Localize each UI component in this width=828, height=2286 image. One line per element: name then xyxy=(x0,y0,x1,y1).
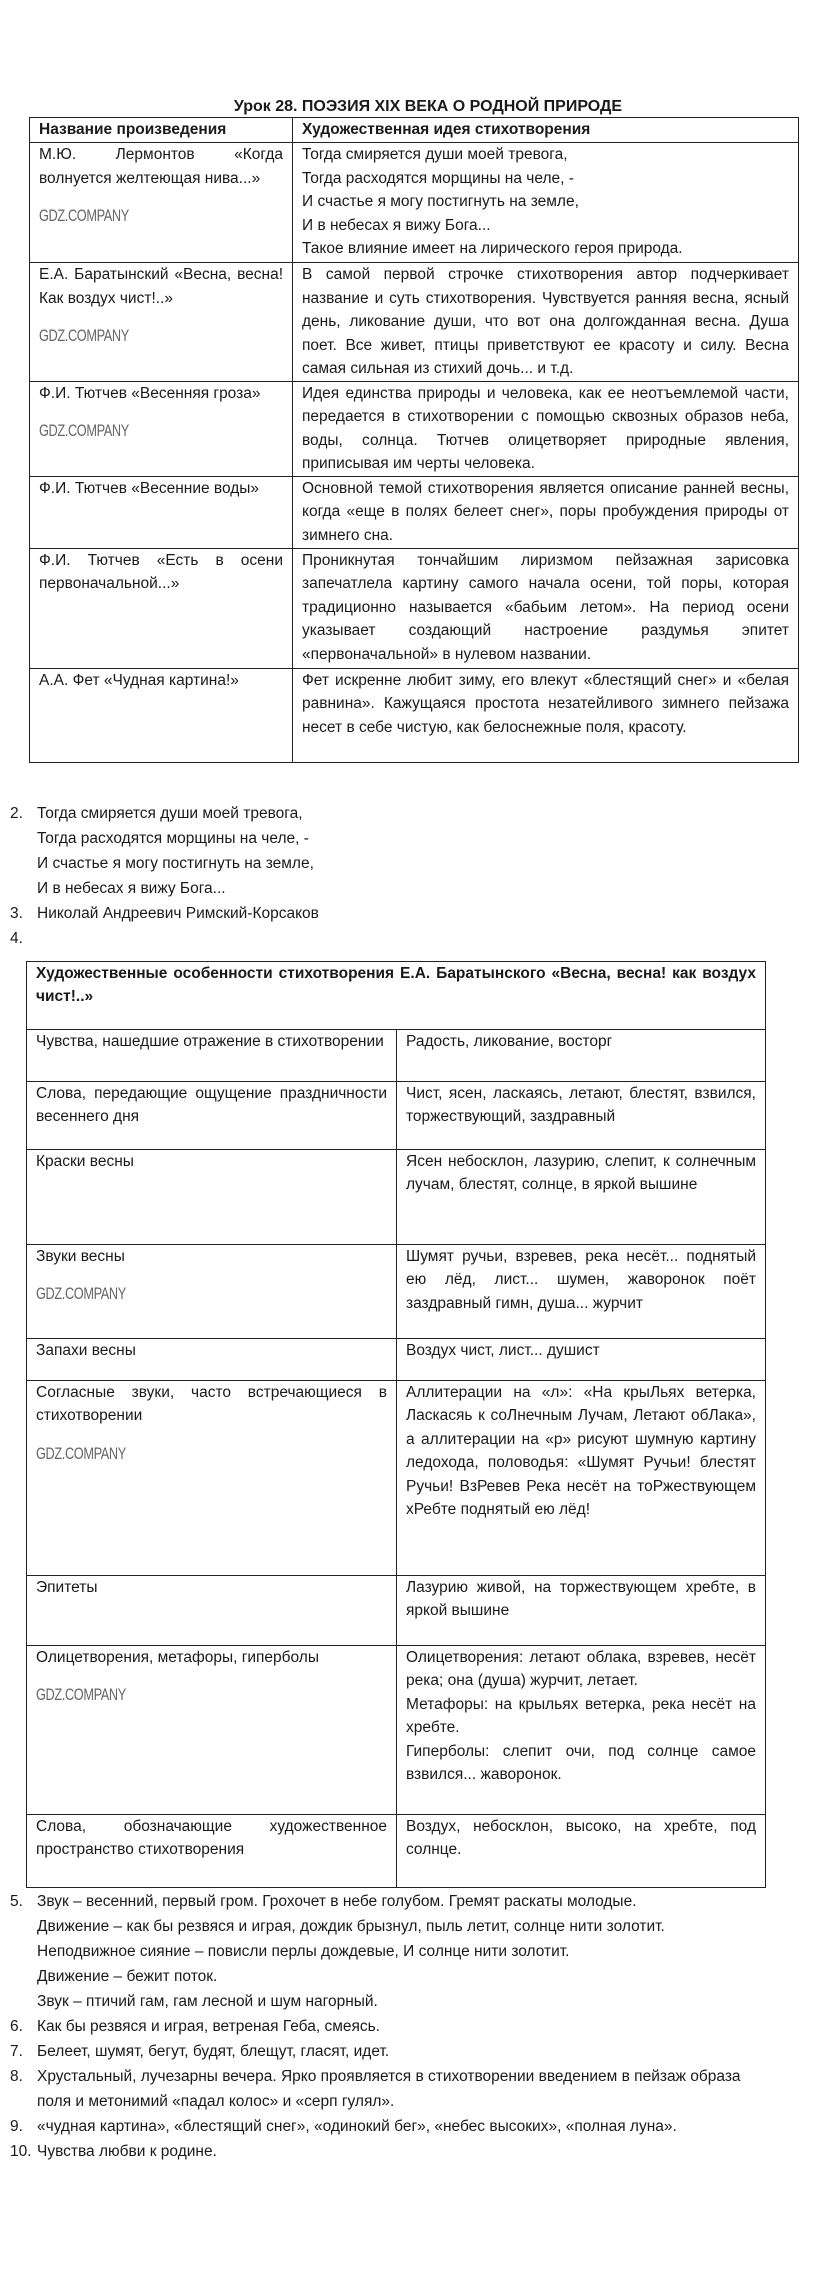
watermark: GDZ.COMPANY xyxy=(36,1685,126,1704)
example-paragraph: Ясен небосклон, лазурию, слепит, к солнечным лучам, блестят, солнце, в яркой вышине xyxy=(406,1152,756,1193)
table-row xyxy=(27,1380,765,1575)
answer-line: Движение – как бы резвяся и играя, дождик брызнул, пыль летит, солнце нити золотит. xyxy=(37,1917,665,1935)
feature-name: Согласные звуки, часто встречающиеся в стихотворении xyxy=(36,1383,387,1424)
feature-examples xyxy=(397,1381,765,1575)
idea-cell xyxy=(293,143,798,262)
features-table xyxy=(26,961,766,1888)
answer-number: 5. xyxy=(10,1892,23,1910)
work-title: Ф.И. Тютчев «Весенние воды» xyxy=(39,479,260,497)
answer-line: Неподвижное сияние – повисли перлы дождевые, И солнце нити золотит. xyxy=(37,1942,570,1960)
feature-examples xyxy=(397,1646,765,1814)
table-header-row xyxy=(30,118,798,142)
example-paragraph: Радость, ликование, восторг xyxy=(406,1032,613,1050)
answer-item xyxy=(0,2039,828,2064)
table-row xyxy=(27,1244,765,1338)
table-row xyxy=(30,476,798,548)
answer-item xyxy=(0,1889,828,2014)
answer-body xyxy=(37,926,828,951)
feature-name: Чувства, нашедшие отражение в стихотворении xyxy=(36,1032,384,1050)
answer-body xyxy=(37,1889,828,2014)
answer-body xyxy=(37,901,828,926)
work-cell xyxy=(30,263,293,381)
idea-line: Тогда смиряется души моей тревога, xyxy=(302,146,568,163)
idea-cell: Проникнутая тончайшим лиризмом пейзажная зарисовка запечатлела картину самого начала осени, той поры, которая традиционно называется «бабьим летом». На период осени указывает создающий настроение раздумья эпитет «первоначальной» в нулевом названии. xyxy=(302,551,789,663)
idea-cell: Фет искренне любит зиму, его влекут «блестящий снег» и «белая равнина». Кажущаяся простота незатейливого зимнего пейзажа несет в себе чистую, как белоснежные поля, красоту. xyxy=(302,671,789,736)
work-cell xyxy=(30,549,293,668)
answer-line: Звук – птичий гам, гам лесной и шум нагорный. xyxy=(37,1992,378,2010)
answer-line: И счастье я могу постигнуть на земле, xyxy=(37,854,314,872)
feature-cell xyxy=(27,1030,397,1081)
answer-number: 10. xyxy=(10,2142,32,2160)
idea-cell: Идея единства природы и человека, как ее неотъемлемой части, передается в стихотворении с помощью сквозных образов неба, воды, солнца. Тютчев олицетворяет природные явления, приписывая им черты человека. xyxy=(302,384,789,472)
answer-line: Хрустальный, лучезарны вечера. Ярко проявляется в стихотворении введением в пейзаж образа xyxy=(37,2067,741,2085)
idea-line: Такое влияние имеет на лирического героя природа. xyxy=(302,240,683,257)
answer-item xyxy=(0,801,828,901)
feature-cell xyxy=(27,1381,397,1575)
table-row xyxy=(30,548,798,668)
answer-line xyxy=(37,926,816,951)
answer-line: И в небесах я вижу Бога... xyxy=(37,879,226,897)
example-paragraph: Гиперболы: слепит очи, под солнце самое взвился... жаворонок. xyxy=(406,1742,756,1783)
answer-number: 2. xyxy=(10,804,23,822)
answer-line: Белеет, шумят, бегут, будят, блещут, гласят, идет. xyxy=(37,2042,390,2060)
table-header-row xyxy=(27,962,765,1029)
feature-examples xyxy=(397,1150,765,1244)
example-paragraph: Лазурию живой, на торжествующем хребте, в яркой вышине xyxy=(406,1578,756,1619)
work-title: А.А. Фет «Чудная картина!» xyxy=(39,671,239,689)
feature-cell xyxy=(27,1576,397,1645)
answer-number: 8. xyxy=(10,2067,23,2085)
answer-line: поля и метонимий «падал колос» и «серп гулял». xyxy=(37,2092,395,2110)
table-row xyxy=(30,262,798,381)
feature-name: Запахи весны xyxy=(36,1341,136,1359)
watermark: GDZ.COMPANY xyxy=(36,1443,126,1463)
answer-line: Тогда смиряется души моей тревога, xyxy=(37,804,303,822)
work-cell xyxy=(30,143,293,262)
answer-line: Звук – весенний, первый гром. Грохочет в небе голубом. Гремят раскаты молодые. xyxy=(37,1892,637,1910)
answer-line: «чудная картина», «блестящий снег», «одинокий бег», «небес высоких», «полная луна». xyxy=(37,2117,677,2135)
feature-cell xyxy=(27,1245,397,1338)
feature-cell xyxy=(27,1082,397,1149)
answer-number: 9. xyxy=(10,2117,23,2135)
work-cell xyxy=(30,669,293,762)
work-title: Е.А. Баратынский «Весна, весна! Как воздух чист!..» xyxy=(39,266,283,307)
answer-line: Чувства любви к родине. xyxy=(37,2142,217,2160)
watermark: GDZ.COMPANY xyxy=(39,421,129,440)
feature-name: Слова, передающие ощущение праздничности весеннего дня xyxy=(36,1084,387,1125)
answer-body xyxy=(37,2014,828,2039)
feature-examples xyxy=(397,1576,765,1645)
feature-examples xyxy=(397,1815,765,1887)
feature-cell xyxy=(27,1339,397,1380)
example-paragraph: Олицетворения: летают облака, взревев, несёт река; она (душа) журчит, летает. xyxy=(406,1648,756,1689)
feature-name: Эпитеты xyxy=(36,1578,98,1596)
answer-body xyxy=(37,2139,828,2164)
table-row xyxy=(27,1149,765,1244)
header-work: Название произведения xyxy=(30,118,293,142)
feature-cell xyxy=(27,1815,397,1887)
answers-list-top xyxy=(0,801,828,951)
idea-line: Тогда расходятся морщины на челе, - xyxy=(302,169,574,187)
feature-examples xyxy=(397,1339,765,1380)
answer-item xyxy=(0,2139,828,2164)
table-caption: Художественные особенности стихотворения Е.А. Баратынского «Весна, весна! как воздух чист!..» xyxy=(36,964,756,1005)
work-title: Ф.И. Тютчев «Весенняя гроза» xyxy=(39,384,261,402)
example-paragraph: Метафоры: на крыльях ветерка, река несёт на хребте. xyxy=(406,1695,756,1736)
example-paragraph: Воздух чист, лист... душист xyxy=(406,1341,600,1359)
feature-name: Звуки весны xyxy=(36,1247,125,1265)
table-row xyxy=(27,1645,765,1814)
answer-body xyxy=(37,801,828,901)
answer-number: 4. xyxy=(10,929,23,947)
table-row xyxy=(27,1814,765,1887)
table-row xyxy=(27,1081,765,1149)
table-row xyxy=(27,1338,765,1380)
feature-cell xyxy=(27,1150,397,1244)
work-title: М.Ю. Лермонтов «Когда волнуется желтеющая нива...» xyxy=(39,146,283,187)
header-idea: Художественная идея стихотворения xyxy=(302,121,591,138)
work-cell xyxy=(30,382,293,476)
example-paragraph: Шумят ручьи, взревев, река несёт... поднятый ею лёд, лист... шумен, жаворонок поёт заздравный гимн, душа... журчит xyxy=(406,1247,756,1312)
works-ideas-table xyxy=(29,117,799,763)
answer-number: 3. xyxy=(10,904,23,922)
feature-cell xyxy=(27,1646,397,1814)
idea-cell: В самой первой строчке стихотворения автор подчеркивает название и суть стихотворения. Чувствуется ранняя весна, ясный день, ликование души, что вот она долгожданная весна. Душа поет. Все живет, птицы приветствуют ее красоту и силу. Весна самая сильная из стихий дочь... и т.д. xyxy=(302,266,789,377)
work-cell xyxy=(30,477,293,548)
answer-line: Тогда расходятся морщины на челе, - xyxy=(37,829,309,847)
answer-number: 6. xyxy=(10,2017,23,2035)
feature-examples xyxy=(397,1030,765,1081)
feature-name: Слова, обозначающие художественное пространство стихотворения xyxy=(36,1817,387,1858)
watermark: GDZ.COMPANY xyxy=(39,326,129,345)
answer-item xyxy=(0,2114,828,2139)
example-paragraph: Воздух, небосклон, высоко, на хребте, под солнце. xyxy=(406,1817,756,1858)
answer-line: Николай Андреевич Римский-Корсаков xyxy=(37,904,319,922)
answer-line: Как бы резвяся и играя, ветреная Геба, смеясь. xyxy=(37,2017,380,2035)
work-title: Ф.И. Тютчев «Есть в осени первоначальной...» xyxy=(39,551,283,592)
table-row xyxy=(27,1029,765,1081)
table-row xyxy=(30,381,798,476)
feature-name: Олицетворения, метафоры, гиперболы xyxy=(36,1648,319,1666)
idea-line: И счастье я могу постигнуть на земле, xyxy=(302,193,579,210)
feature-examples xyxy=(397,1245,765,1338)
answer-item xyxy=(0,901,828,926)
answer-body xyxy=(37,2064,828,2114)
table-row xyxy=(27,1575,765,1645)
answer-line: Движение – бежит поток. xyxy=(37,1967,218,1985)
example-paragraph: Аллитерации на «л»: «На крыЛьях ветерка, Ласкасяь к соЛнечным Лучам, Летают обЛака», а аллитерации на «р» рисуют шумную картину ледохода, половодья: «Шумят Ручьи! блестят Ручьи! ВзРевев Река несёт на тоРжествующем хРебте поднятый ею лёд! xyxy=(406,1383,756,1518)
feature-examples xyxy=(397,1082,765,1149)
answer-item xyxy=(0,926,828,951)
answer-number: 7. xyxy=(10,2042,23,2060)
answer-body xyxy=(37,2114,828,2139)
answer-body xyxy=(37,2039,828,2064)
table-row xyxy=(30,668,798,762)
answer-item xyxy=(0,2014,828,2039)
watermark: GDZ.COMPANY xyxy=(39,206,129,225)
answer-item xyxy=(0,2064,828,2114)
idea-line: И в небесах я вижу Бога... xyxy=(302,216,491,234)
page-title: Урок 28. ПОЭЗИЯ XIX ВЕКА О РОДНОЙ ПРИРОДЕ xyxy=(233,98,623,115)
answers-list-bottom xyxy=(0,1889,828,2164)
example-paragraph: Чист, ясен, ласкаясь, летают, блестят, взвился, торжествующий, заздравный xyxy=(406,1084,756,1125)
idea-cell: Основной темой стихотворения является описание ранней весны, когда «еще в полях белеет снег», поры пробуждения природы от зимнего сна. xyxy=(302,479,789,544)
feature-name: Краски весны xyxy=(36,1152,134,1170)
watermark: GDZ.COMPANY xyxy=(36,1284,126,1303)
table-row xyxy=(30,142,798,262)
